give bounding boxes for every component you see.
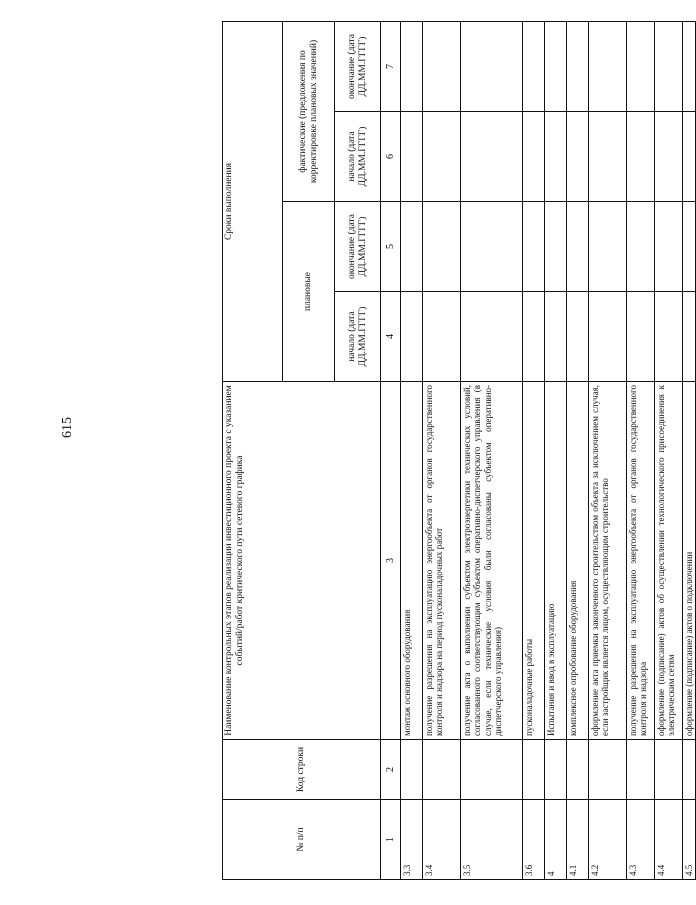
row-num: 4.5 (683, 800, 696, 880)
header-planned: плановые (283, 202, 335, 382)
row-actual-end (545, 21, 567, 111)
header-actual: фактические (предложения по корректировке плановых значений) (283, 21, 335, 201)
row-name: оформление (подписание) актов об осуществлении технологического присоединения к электрическим сетям (655, 382, 683, 740)
table-row (461, 21, 523, 879)
row-actual-start (567, 112, 589, 202)
row-name: оформление акта приемки законченного строительством объекта за исключением случая, если застройщик является лицом, осуществляющим строительство (589, 382, 627, 740)
row-actual-start (589, 112, 627, 202)
row-num: 3.6 (523, 800, 545, 880)
row-actual-start (401, 112, 423, 202)
header-planned-start: начало (дата ДД.ММ.ГГГГ) (335, 292, 381, 382)
row-name: оформление (подписание) актов о подключении (683, 382, 696, 740)
row-actual-end (589, 21, 627, 111)
row-actual-start (461, 112, 523, 202)
table-row (401, 21, 423, 879)
row-planned-end (627, 202, 655, 292)
row-planned-start (683, 292, 696, 382)
table-row (523, 21, 545, 879)
row-num: 3.4 (423, 800, 461, 880)
row-actual-end (567, 21, 589, 111)
row-planned-start (545, 292, 567, 382)
header-name: Наименование контрольных этапов реализации инвестиционного проекта с указанием событий/работ критического пути сетевого графика (223, 382, 381, 740)
row-planned-end (655, 202, 683, 292)
row-code (423, 740, 461, 800)
row-planned-end (567, 202, 589, 292)
row-name: монтаж основного оборудования (401, 382, 423, 740)
table-row (567, 21, 589, 879)
table-row (655, 21, 683, 879)
column-number: 1 (381, 800, 401, 880)
column-number: 6 (381, 112, 401, 202)
table-row (545, 21, 567, 879)
row-actual-end (423, 21, 461, 111)
row-code (461, 740, 523, 800)
row-actual-start (627, 112, 655, 202)
header-code: Код строки (223, 740, 381, 800)
column-number: 3 (381, 382, 401, 740)
row-code (401, 740, 423, 800)
row-code (589, 740, 627, 800)
header-terms: Сроки выполнения (223, 21, 283, 381)
row-planned-start (567, 292, 589, 382)
row-num: 4.1 (567, 800, 589, 880)
row-actual-end (523, 21, 545, 111)
row-name: пусконаладочные работы (523, 382, 545, 740)
row-planned-end (589, 202, 627, 292)
row-num: 4.2 (589, 800, 627, 880)
row-num: 4.4 (655, 800, 683, 880)
table-row (589, 21, 627, 879)
row-num: 3.3 (401, 800, 423, 880)
row-code (655, 740, 683, 800)
row-name: получение разрешения на эксплуатацию энергообъекта от органов государственного контроля и надзора на период пусконаладочных работ (423, 382, 461, 740)
schedule-table (222, 21, 696, 880)
row-num: 4.3 (627, 800, 655, 880)
table-row (683, 21, 696, 879)
table-row (627, 21, 655, 879)
column-number: 4 (381, 292, 401, 382)
row-planned-end (461, 202, 523, 292)
row-actual-end (655, 21, 683, 111)
row-name: комплексное опробование оборудования (567, 382, 589, 740)
row-name: получение разрешения на эксплуатацию энергообъекта от органов государственного контроля и надзора (627, 382, 655, 740)
row-code (627, 740, 655, 800)
row-num: 4 (545, 800, 567, 880)
row-actual-end (683, 21, 696, 111)
row-planned-end (683, 202, 696, 292)
rotated-table-container (222, 22, 694, 880)
row-planned-start (401, 292, 423, 382)
row-planned-start (627, 292, 655, 382)
header-actual-end: окончание (дата ДД.ММ.ГГГГ) (335, 21, 381, 111)
row-actual-start (523, 112, 545, 202)
table-row (423, 21, 461, 879)
row-planned-start (655, 292, 683, 382)
row-planned-start (461, 292, 523, 382)
row-planned-end (423, 202, 461, 292)
row-code (567, 740, 589, 800)
row-planned-end (523, 202, 545, 292)
header-num: № п/п (223, 800, 381, 880)
row-actual-start (683, 112, 696, 202)
row-actual-end (401, 21, 423, 111)
row-actual-end (461, 21, 523, 111)
row-code (523, 740, 545, 800)
row-planned-end (401, 202, 423, 292)
page-number: 615 (60, 417, 75, 438)
row-code (545, 740, 567, 800)
row-actual-start (423, 112, 461, 202)
column-number: 2 (381, 740, 401, 800)
row-planned-end (545, 202, 567, 292)
column-number: 5 (381, 202, 401, 292)
row-planned-start (423, 292, 461, 382)
row-actual-start (655, 112, 683, 202)
row-planned-start (589, 292, 627, 382)
row-actual-end (627, 21, 655, 111)
row-planned-start (523, 292, 545, 382)
row-actual-start (545, 112, 567, 202)
row-num: 3.5 (461, 800, 523, 880)
column-number: 7 (381, 21, 401, 111)
row-name: Испытания и ввод в эксплуатацию (545, 382, 567, 740)
row-code (683, 740, 696, 800)
row-name: получение акта о выполнении субъектом электроэнергетики технических условий, согласованного соответствующим субъектом оперативно-диспетчерского управления (в случае, если технические условия были согласованы субъектом оперативно-диспетчерского управления) (461, 382, 523, 740)
header-actual-start: начало (дата ДД.ММ.ГГГГ) (335, 112, 381, 202)
header-planned-end: окончание (дата ДД.ММ.ГГГГ) (335, 202, 381, 292)
